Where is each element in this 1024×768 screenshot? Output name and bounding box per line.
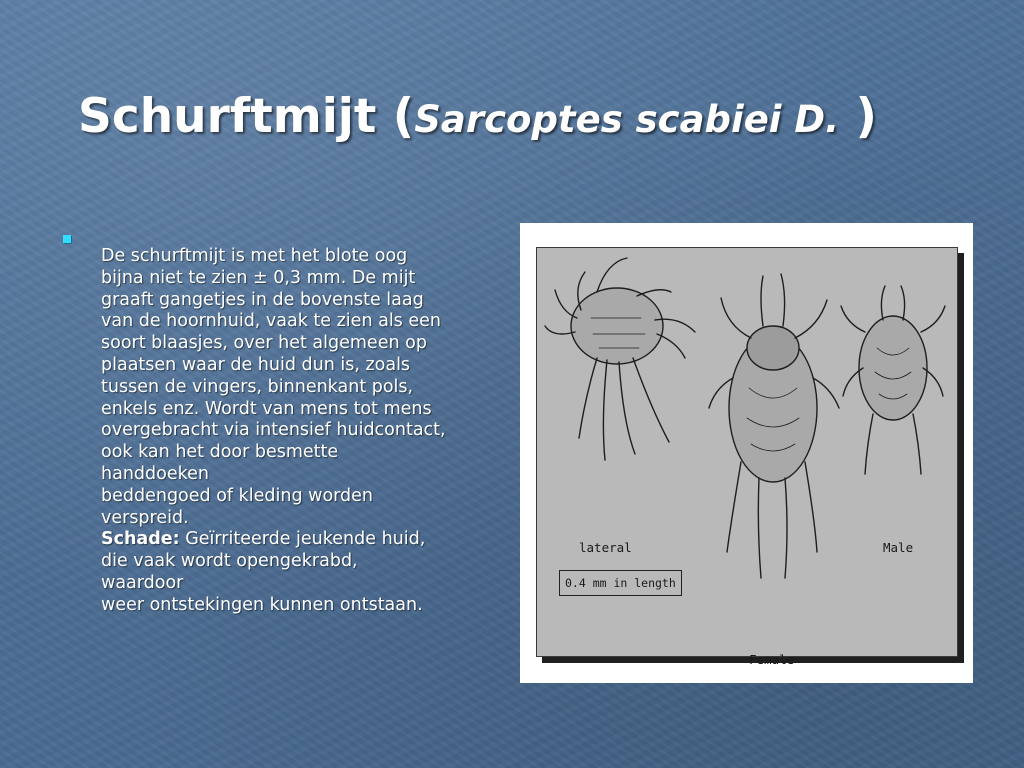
male-mite-drawing xyxy=(841,286,945,474)
title-main: Schurftmijt ( xyxy=(78,89,415,144)
bullet-line: graaft gangetjes in de bovenste laag xyxy=(101,289,424,310)
bullet-line: beddengoed of kleding worden xyxy=(101,485,374,506)
mite-illustration xyxy=(520,223,973,683)
bullet-line: plaatsen waar de huid dun is, zoals xyxy=(101,354,411,375)
label-lateral: lateral xyxy=(579,540,632,555)
bullet-line: overgebracht via intensief huidcontact, xyxy=(101,420,446,441)
damage-label: Schade: xyxy=(101,529,180,550)
female-mite-drawing xyxy=(709,274,839,578)
slide-title xyxy=(78,86,877,151)
illustration-panel xyxy=(536,247,958,667)
bullet-line: ook kan het door besmette xyxy=(101,442,339,463)
lateral-mite-drawing xyxy=(545,258,695,460)
label-male: Male xyxy=(883,540,914,555)
bullet-line: enkels enz. Wordt van mens tot mens xyxy=(101,398,432,419)
scale-text: 0.4 mm in length xyxy=(565,576,676,590)
bullet-line: soort blaasjes, over het algemeen op xyxy=(101,333,427,354)
bullet-line: handdoeken xyxy=(101,463,209,484)
bullet-line: tussen de vingers, binnenkant pols, xyxy=(101,376,414,397)
bullet-line: verspreid. xyxy=(101,507,189,528)
bullet-line: De schurftmijt is met het blote oog xyxy=(101,246,408,266)
bullet-line: bijna niet te zien ± 0,3 mm. De mijt xyxy=(101,267,416,288)
damage-line: die vaak wordt opengekrabd, xyxy=(101,551,358,572)
damage-line xyxy=(101,529,501,551)
title-species: Sarcoptes scabiei D. xyxy=(414,98,840,141)
title-close: ) xyxy=(839,89,877,144)
damage-line: waardoor xyxy=(101,572,184,593)
damage-line: weer ontstekingen kunnen ontstaan. xyxy=(101,594,423,615)
damage-first: Geïrriteerde jeukende huid, xyxy=(179,529,426,550)
scale-box xyxy=(559,570,682,596)
bullet-line: van de hoornhuid, vaak te zien als een xyxy=(101,311,441,332)
bullet-square-icon xyxy=(63,235,71,243)
label-female: Female xyxy=(749,652,795,667)
bullet-text xyxy=(101,246,501,617)
